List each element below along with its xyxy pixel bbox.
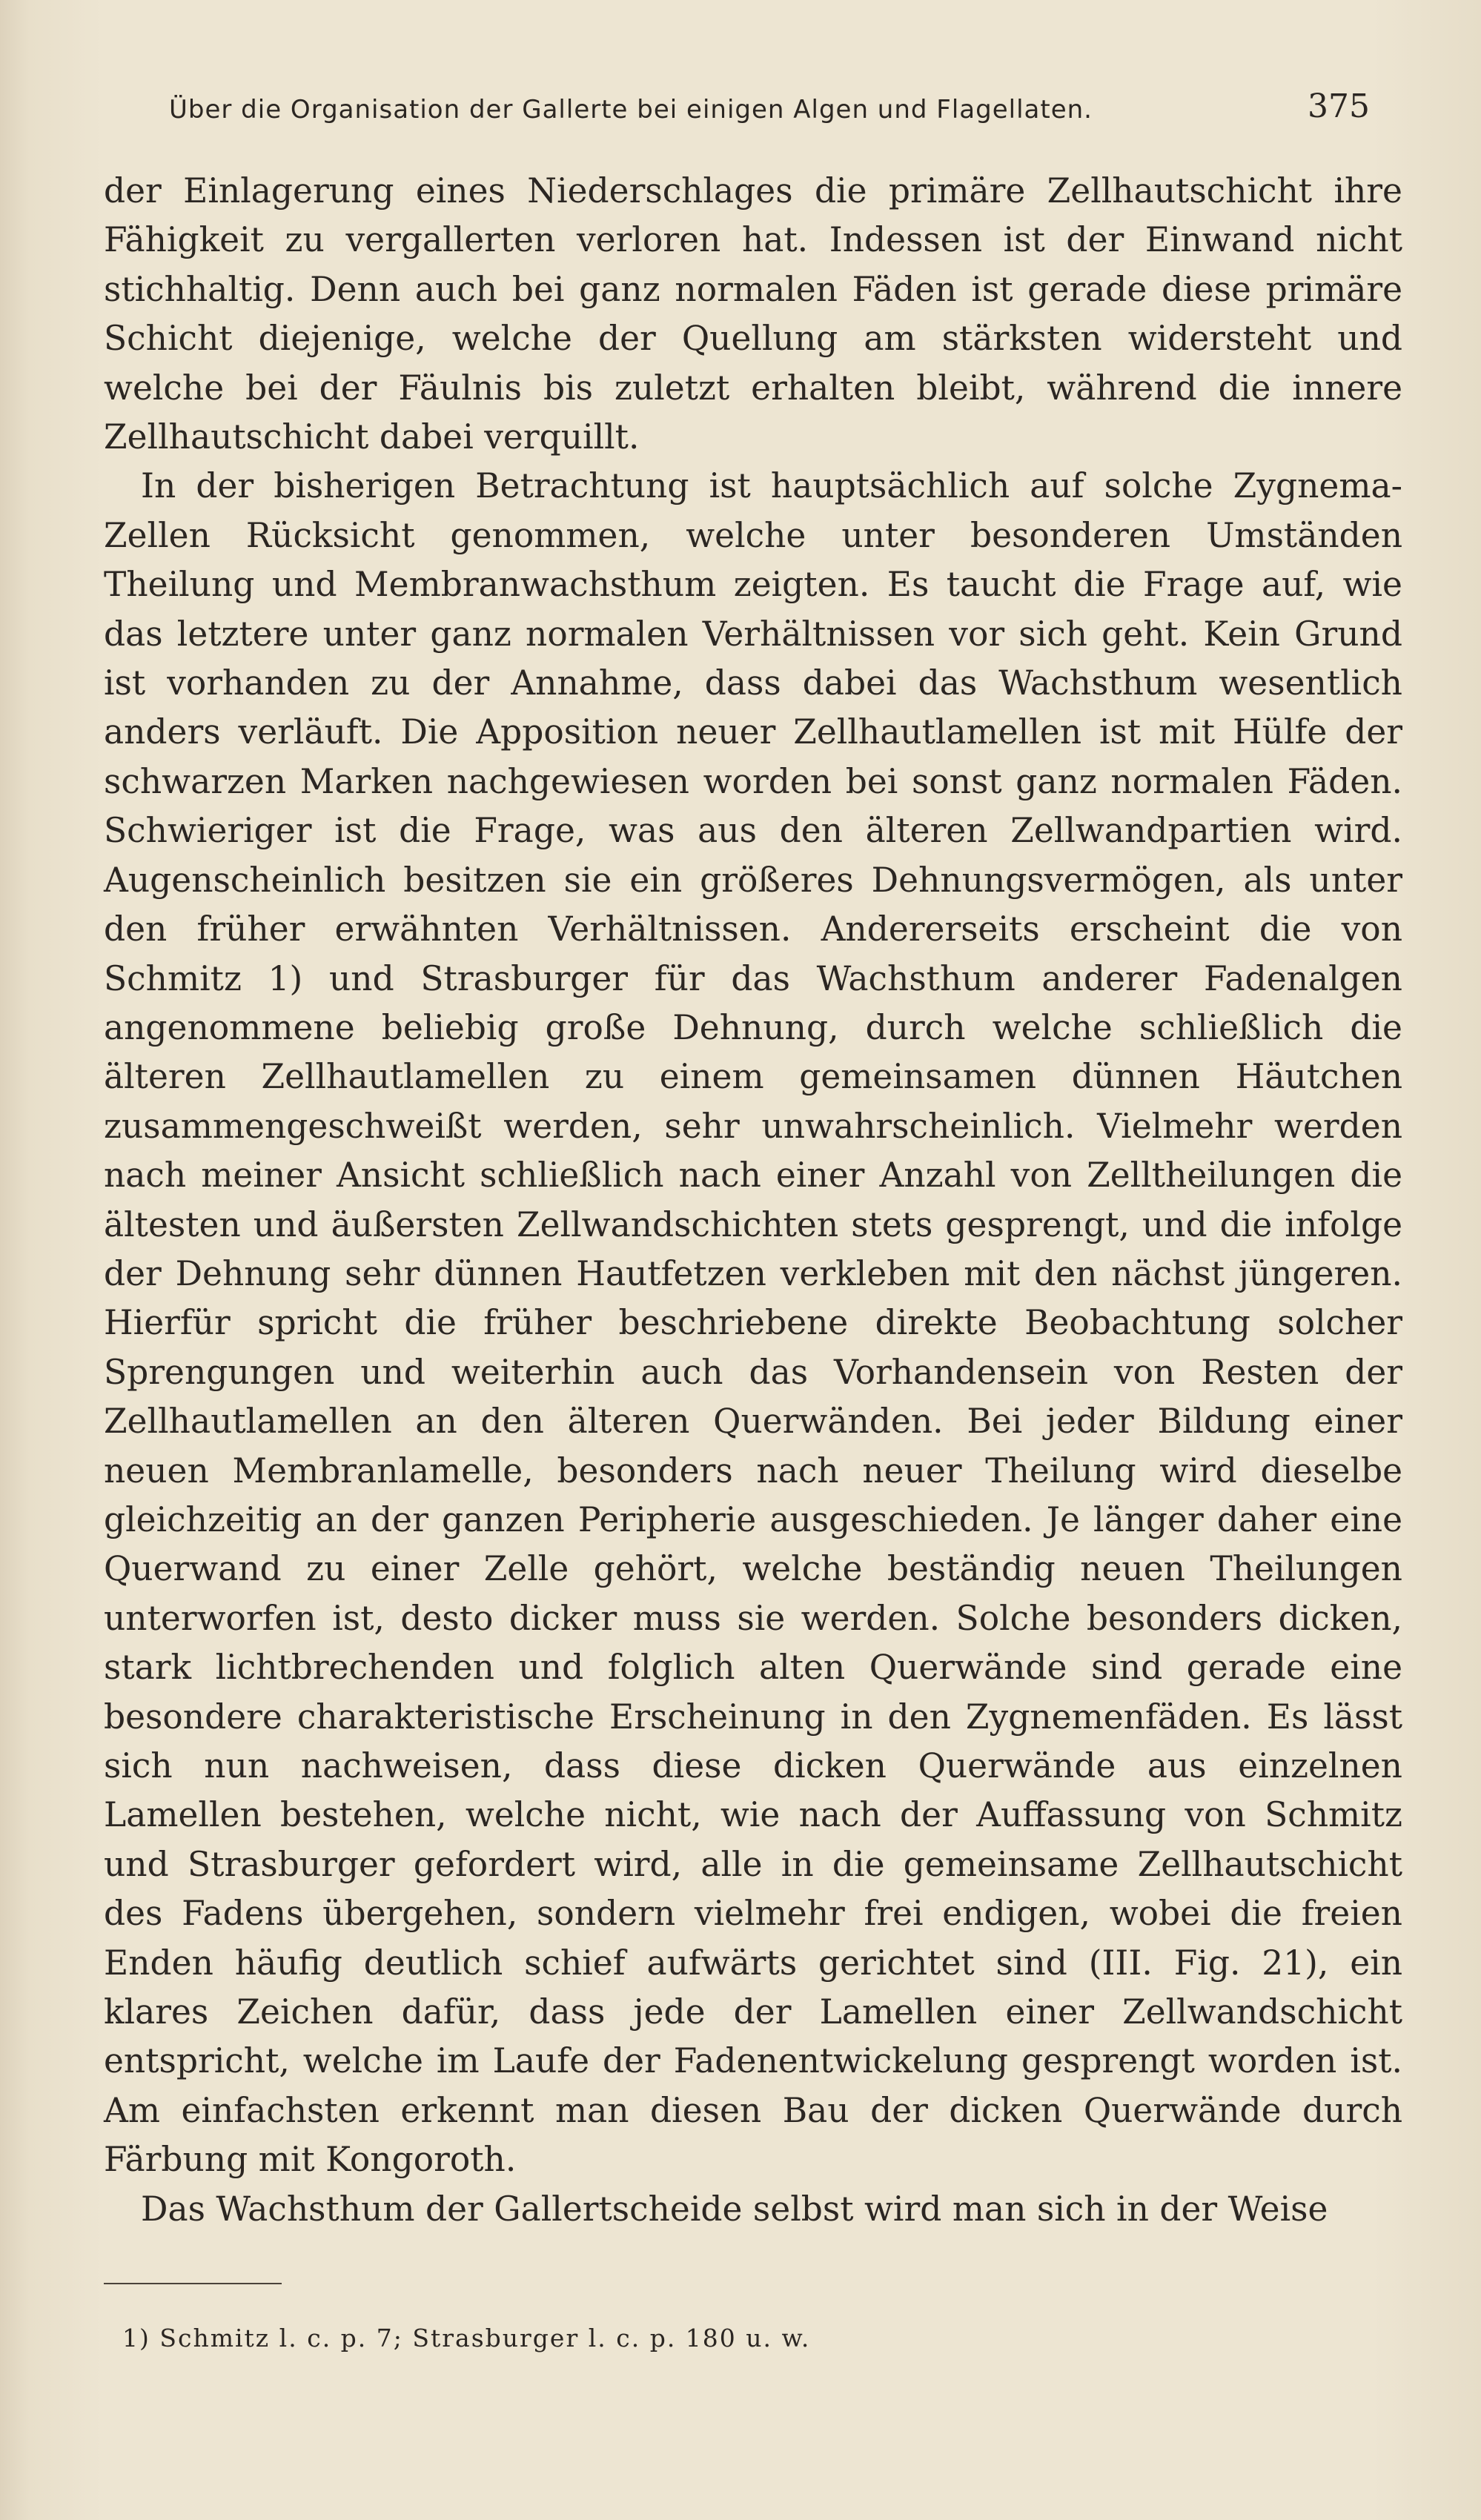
paragraph-1: der Einlagerung eines Niederschlages die primäre Zellhautschicht ihre Fähigkeit zu vergallerten verloren hat. Indessen ist der Einwand nicht stichhaltig. Denn auch bei ganz normalen Fäden ist gerade diese primäre Schicht diejenige, welche der Quellung am stärksten widersteht und welche bei der Fäulnis bis zuletzt erhalten bleibt, während die innere Zellhautschicht dabei verquillt. <box>104 171 1402 457</box>
running-head: Über die Organisation der Gallerte bei einigen Algen und Flagellaten. <box>169 95 1093 125</box>
body-text <box>104 167 1402 2234</box>
page-number: 375 <box>1308 87 1370 125</box>
page-header <box>169 87 1370 132</box>
paragraph-3: Das Wachsthum der Gallertscheide selbst wird man sich in der Weise <box>141 2189 1328 2229</box>
footnote-divider <box>104 2283 282 2284</box>
paragraph-2: In der bisherigen Betrachtung ist hauptsächlich auf solche Zygnema-Zellen Rücksicht genommen, welche unter besonderen Umständen Theilung und Membranwachsthum zeigten. Es taucht die Frage auf, wie das letztere unter ganz normalen Verhältnissen vor sich geht. Kein Grund ist vorhanden zu der Annahme, dass dabei das Wachsthum wesentlich anders verläuft. Die Apposition neuer Zellhautlamellen ist mit Hülfe der schwarzen Marken nachgewiesen worden bei sonst ganz normalen Fäden. Schwieriger ist die Frage, was aus den älteren Zellwandpartien wird. Augenscheinlich besitzen sie ein größeres Dehnungsvermögen, als unter den früher erwähnten Verhältnissen. Andererseits erscheint die von Schmitz 1) und Strasburger für das Wachsthum anderer Fadenalgen angenommene beliebig große Dehnung, durch welche schließlich die älteren Zellhautlamellen zu einem gemeinsamen dünnen Häutchen zusammengeschweißt werden, sehr unwahrscheinlich. Vielmehr werden nach meiner Ansicht schließlich nach einer Anzahl von Zelltheilungen die ältesten und äußersten Zellwandschichten stets gesprengt, und die infolge der Dehnung sehr dünnen Hautfetzen verkleben mit den nächst jüngeren. Hierfür spricht die früher beschriebene direkte Beobachtung solcher Sprengungen und weiterhin auch das Vorhandensein von Resten der Zellhautlamellen an den älteren Querwänden. Bei jeder Bildung einer neuen Membranlamelle, besonders nach neuer Theilung wird dieselbe gleichzeitig an der ganzen Peripherie ausgeschieden. Je länger daher eine Querwand zu einer Zelle gehört, welche beständig neuen Theilungen unterworfen ist, desto dicker muss sie werden. Solche besonders dicken, stark lichtbrechenden und folglich alten Querwände sind gerade eine besondere charakteristische Erscheinung in den Zygnemenfäden. Es lässt sich nun nachweisen, dass diese dicken Querwände aus einzelnen Lamellen bestehen, welche nicht, wie nach der Auffassung von Schmitz und Strasburger gefordert wird, alle in die gemeinsame Zellhautschicht des Fadens übergehen, sondern vielmehr frei endigen, wobei die freien Enden häufig deutlich schief aufwärts gerichtet sind (III. Fig. 21), ein klares Zeichen dafür, dass jede der Lamellen einer Zellwandschicht entspricht, welche im Laufe der Fadenentwickelung gesprengt worden ist. Am einfachsten erkennt man diesen Bau der dicken Querwände durch Färbung mit Kongoroth. <box>104 466 1402 2180</box>
footnote: 1) Schmitz l. c. p. 7; Strasburger l. c. p. 180 u. w. <box>122 2324 811 2352</box>
